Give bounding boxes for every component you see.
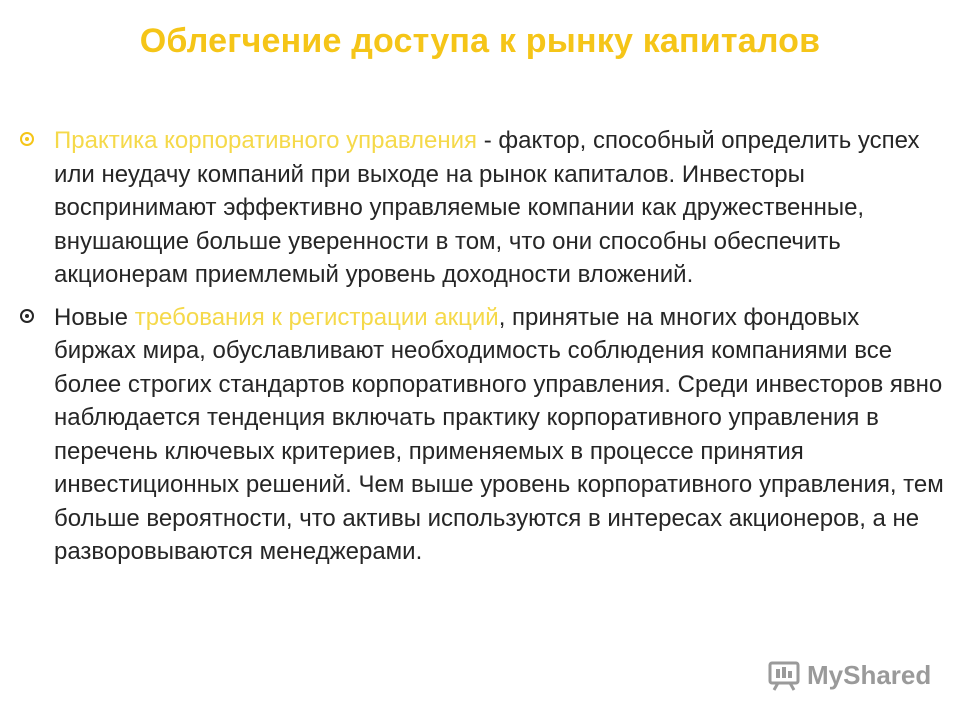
- bullet-item-listing-requirements: [20, 301, 945, 569]
- bullet-circle-icon: [20, 309, 34, 323]
- bullet-item-corporate-governance: [20, 124, 945, 292]
- myshared-logo-icon: [767, 658, 801, 692]
- bullet-highlight: требования к регистрации акций: [134, 303, 499, 331]
- bullet-text: , принятые на многих фондовых биржах мира, обуславливают необходимость соблюдения компаниями все более строгих стандартов корпоративного управления. Среди инвесторов явно наблюдается тенденция включать практику корпоративного управления в перечень ключевых критериев, применяемых в процессе принятия инвестиционных решений. Чем выше уровень корпоративного управления, тем больше вероятности, что активы используются в интересах акционеров, а не разворовываются менеджерами.: [54, 303, 944, 565]
- bullet-highlight: Практика корпоративного управления: [54, 127, 478, 154]
- bullet-list: [20, 124, 945, 578]
- slide-title: Облегчение доступа к рынку капиталов: [139, 22, 821, 60]
- watermark: [767, 655, 931, 695]
- watermark-text: MyShared: [807, 659, 932, 690]
- bullet-circle-icon: [20, 132, 34, 146]
- bullet-text-prefix: Новые: [54, 303, 135, 331]
- bullet-text: - фактор, способный определить успех или неудачу компаний при выходе на рынок капиталов. Инвесторы воспринимают эффективно управляемые компании как дружественные, внушающие больше уверенности в том, что они способны обеспечить акционерам приемлемый уровень доходности вложений.: [54, 127, 920, 288]
